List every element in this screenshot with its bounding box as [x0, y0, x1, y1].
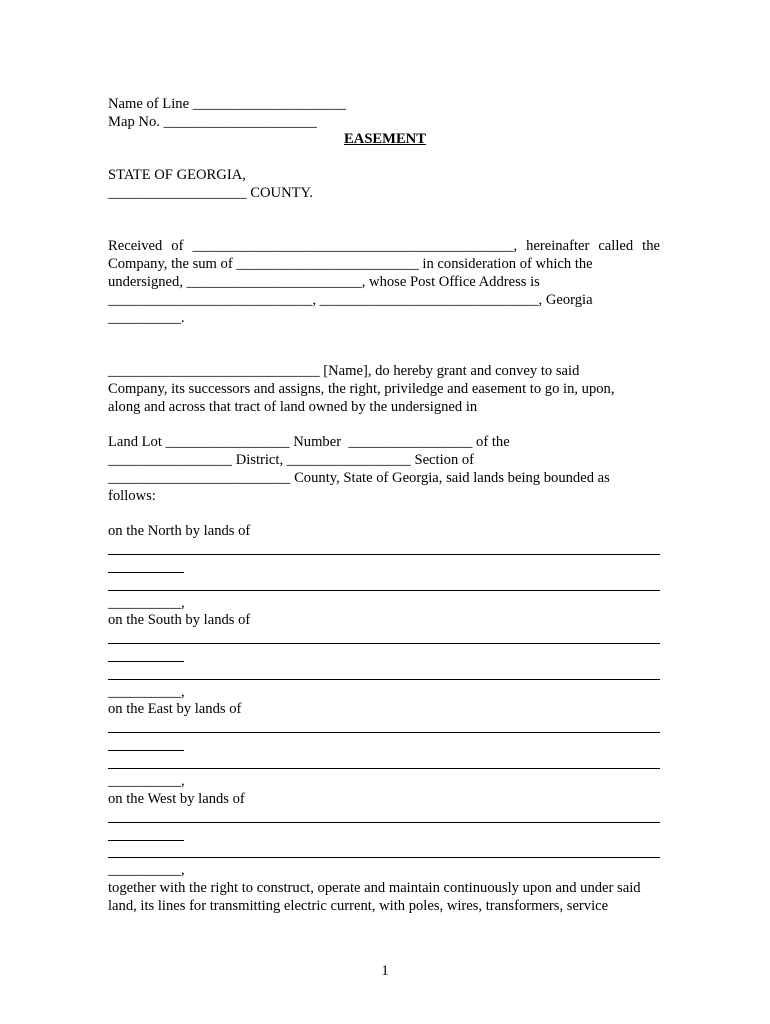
land-line-3: _________________________ County, State of Georgia, said lands being bounded as	[108, 470, 610, 486]
document-title: EASEMENT	[344, 131, 426, 147]
west-bound-label: on the West by lands of	[108, 791, 245, 807]
county-line: ___________________ COUNTY.	[108, 185, 313, 201]
east-blank-line-2	[108, 768, 660, 769]
north-blank-line-1	[108, 554, 660, 555]
receipt-line-1: Received of ____________________________________________, hereinafter called the	[108, 238, 660, 254]
closing-line-2: land, its lines for transmitting electric current, with poles, wires, transformers, service	[108, 898, 609, 914]
south-blank-short-1	[108, 661, 184, 662]
east-blank-line-1	[108, 732, 660, 733]
east-blank-short-1	[108, 750, 184, 751]
page-number: 1	[381, 963, 389, 979]
land-line-2: _________________ District, _________________ Section of	[108, 452, 475, 468]
south-bound-label: on the South by lands of	[108, 612, 251, 628]
receipt-line-5: __________.	[108, 310, 185, 326]
closing-line-1: together with the right to construct, operate and maintain continuously upon and under said	[108, 880, 641, 896]
west-blank-line-2	[108, 857, 660, 858]
east-blank-end: __________,	[108, 773, 185, 789]
north-blank-end: __________,	[108, 595, 185, 611]
west-blank-end: __________,	[108, 862, 185, 878]
south-blank-line-2	[108, 679, 660, 680]
north-bound-label: on the North by lands of	[108, 523, 251, 539]
grant-line-1: _____________________________ [Name], do hereby grant and convey to said	[108, 363, 580, 379]
north-blank-line-2	[108, 590, 660, 591]
name-of-line-field: Name of Line _____________________	[108, 96, 346, 112]
south-blank-end: __________,	[108, 684, 185, 700]
north-blank-short-1	[108, 572, 184, 573]
receipt-line-4: ____________________________, ______________________________, Georgia	[108, 292, 593, 308]
south-blank-line-1	[108, 643, 660, 644]
west-blank-line-1	[108, 822, 660, 823]
grant-line-2: Company, its successors and assigns, the right, priviledge and easement to go in, upon,	[108, 381, 615, 397]
state-line: STATE OF GEORGIA,	[108, 167, 246, 183]
east-bound-label: on the East by lands of	[108, 701, 242, 717]
map-no-field: Map No. _____________________	[108, 114, 317, 130]
grant-line-3: along and across that tract of land owned by the undersigned in	[108, 399, 478, 415]
land-line-4: follows:	[108, 488, 156, 504]
land-line-1: Land Lot _________________ Number _________________ of the	[108, 434, 510, 450]
west-blank-short-1	[108, 840, 184, 841]
receipt-line-2: Company, the sum of _________________________ in consideration of which the	[108, 256, 593, 272]
receipt-line-3: undersigned, ________________________, whose Post Office Address is	[108, 274, 540, 290]
